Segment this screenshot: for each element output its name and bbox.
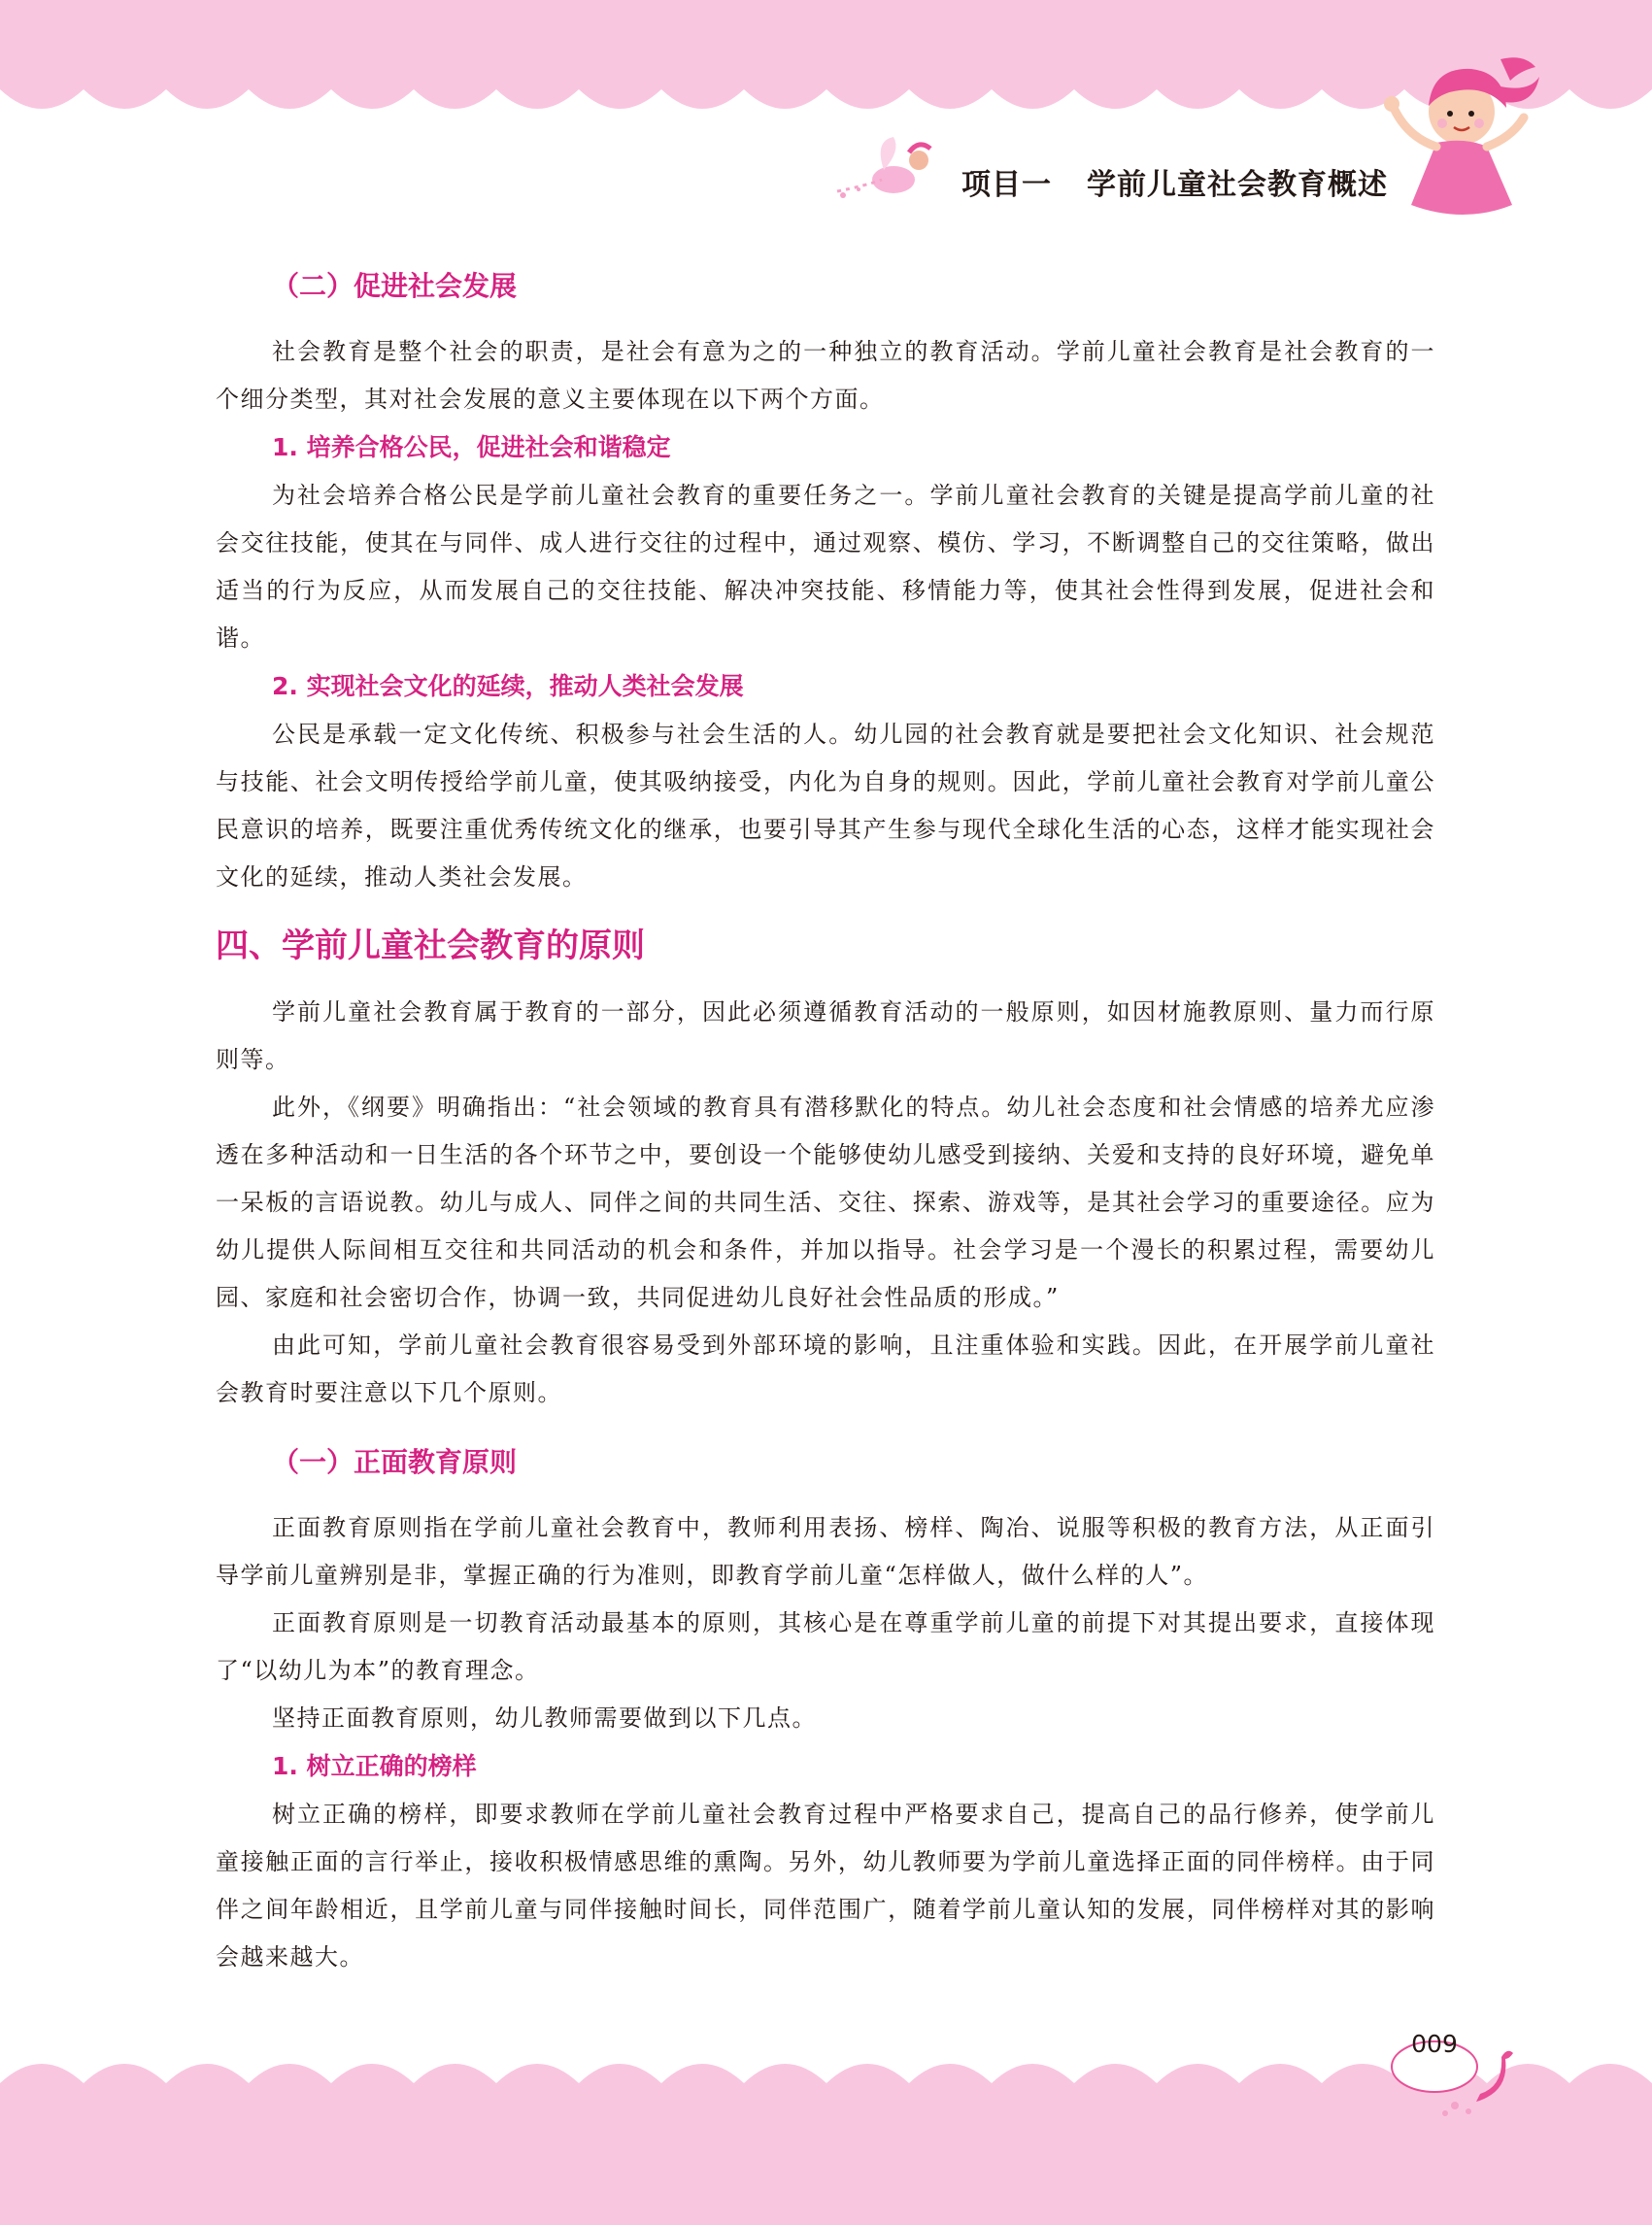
paragraph: 树立正确的榜样，即要求教师在学前儿童社会教育过程中严格要求自己，提高自己的品行修养，使学前儿童接触正面的言行举止，接收积极情感思维的熏陶。另外，幼儿教师要为学前儿童选择正面的同伴榜样。由于同伴之间年龄相近，且学前儿童与同伴接触时间长，同伴范围广，随着学前儿童认知的发展，同伴榜样对其的影响会越来越大。 — [216, 1801, 1435, 1971]
header-project: 项目一 — [961, 168, 1052, 202]
numbered-heading: 2. 实现社会文化的延续，推动人类社会发展 — [272, 672, 744, 700]
paragraph: 正面教育原则指在学前儿童社会教育中，教师利用表扬、榜样、陶冶、说服等积极的教育方法，从正面引导学前儿童辨别是非，掌握正确的行为准则，即教育学前儿童“怎样做人，做什么样的人”。 — [216, 1514, 1435, 1589]
girl-illustration-icon — [1355, 53, 1549, 228]
paragraph: 为社会培养合格公民是学前儿童社会教育的重要任务之一。学前儿童社会教育的关键是提高学前儿童的社会交往技能，使其在与同伴、成人进行交往的过程中，通过观察、模仿、学习，不断调整自己的交往策略，做出适当的行为反应，从而发展自己的交往技能、解决冲突技能、移情能力等，使其社会性得到发展，促进社会和谐。 — [216, 482, 1435, 652]
paragraph: 社会教育是整个社会的职责，是社会有意为之的一种独立的教育活动。学前儿童社会教育是社会教育的一个细分类型，其对社会发展的意义主要体现在以下两个方面。 — [216, 338, 1435, 413]
page-number: 009 — [1411, 2030, 1458, 2058]
section-heading-positive-education: （一）正面教育原则 — [272, 1446, 518, 1478]
paragraph: 坚持正面教育原则，幼儿教师需要做到以下几点。 — [272, 1704, 817, 1732]
paragraph: 学前儿童社会教育属于教育的一部分，因此必须遵循教育活动的一般原则，如因材施教原则、量力而行原则等。 — [216, 998, 1435, 1073]
paragraph: 正面教育原则是一切教育活动最基本的原则，其核心是在尊重学前儿童的前提下对其提出要求，直接体现了“以幼儿为本”的教育理念。 — [216, 1609, 1435, 1684]
chapter-heading-principles: 四、学前儿童社会教育的原则 — [216, 927, 645, 965]
paragraph: 由此可知，学前儿童社会教育很容易受到外部环境的影响，且注重体验和实践。因此，在开展学前儿童社会教育时要注意以下几个原则。 — [216, 1332, 1435, 1406]
fairy-icon — [826, 131, 952, 219]
header-chapter-title: 学前儿童社会教育概述 — [1087, 168, 1388, 202]
page-content — [216, 264, 1435, 1981]
paragraph: 此外，《纲要》明确指出：“社会领域的教育具有潜移默化的特点。幼儿社会态度和社会情感的培养尤应渗透在多种活动和一日生活的各个环节之中，要创设一个能够使幼儿感受到接纳、关爱和支持的良好环境，避免单一呆板的言语说教。幼儿与成人、同伴之间的共同生活、交往、探索、游戏等，是其社会学习的重要途径。应为幼儿提供人际间相互交往和共同活动的机会和条件，并加以指导。社会学习是一个漫长的积累过程，需要幼儿园、家庭和社会密切合作，协调一致，共同促进幼儿良好社会性品质的形成。” — [216, 1094, 1435, 1311]
numbered-heading: 1. 培养合格公民，促进社会和谐稳定 — [272, 433, 671, 461]
paragraph: 公民是承载一定文化传统、积极参与社会生活的人。幼儿园的社会教育就是要把社会文化知识、社会规范与技能、社会文明传授给学前儿童，使其吸纳接受，内化为自身的规则。因此，学前儿童社会教育对学前儿童公民意识的培养，既要注重优秀传统文化的继承，也要引导其产生参与现代全球化生活的心态，这样才能实现社会文化的延续，推动人类社会发展。 — [216, 721, 1435, 891]
running-header — [961, 160, 1388, 203]
numbered-heading: 1. 树立正确的榜样 — [272, 1752, 477, 1780]
section-heading-promote-social-development: （二）促进社会发展 — [272, 270, 518, 302]
